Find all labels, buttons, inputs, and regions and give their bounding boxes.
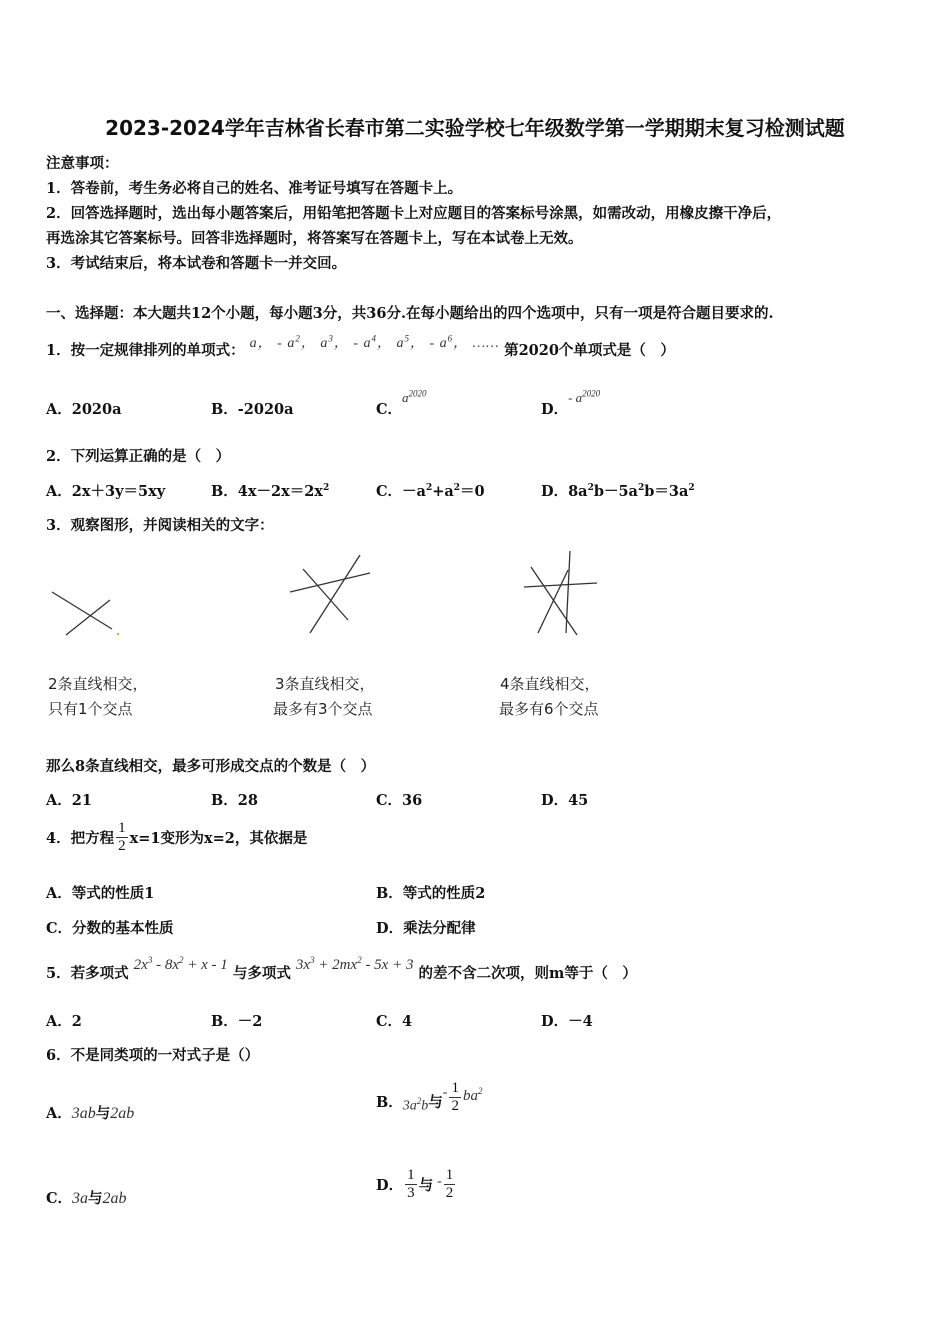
- question-4: 4．把方程 $\frac{1}{2}$ x=1变形为x=2，其依据是: [46, 820, 308, 854]
- question-1: [46, 333, 675, 360]
- question-3: 3．观察图形，并阅读相关的文字：: [46, 517, 274, 534]
- figure-caption: 2条直线相交，: [48, 675, 148, 693]
- figure-caption: 只有1个交点: [48, 700, 133, 718]
- notice-heading: 注意事项：: [46, 155, 119, 172]
- option-b[interactable]: B．28: [211, 792, 258, 809]
- fraction: $\frac{1}{2}$: [118, 820, 126, 854]
- option-d[interactable]: D．乘法分配律: [376, 920, 476, 937]
- option-a[interactable]: A．21: [46, 792, 92, 809]
- option-c[interactable]: C．$-a^2+a^2=0$: [376, 483, 485, 500]
- page-title: 2023-2024学年吉林省长春市第二实验学校七年级数学第一学期期末复习检测试题: [105, 116, 845, 140]
- option-b[interactable]: B．等式的性质2: [376, 885, 486, 902]
- figure-caption: 4条直线相交，: [500, 675, 600, 693]
- figure-three-lines: [290, 555, 370, 633]
- sequence: a， - $a^2$， $a^3$， - $a^4$， $a^5$， - $a^6$， ……: [249, 333, 500, 351]
- option-a[interactable]: A．2x＋3y＝5xy: [46, 483, 166, 500]
- option-c[interactable]: C．4: [376, 1013, 413, 1030]
- figure-four-lines: [524, 551, 597, 635]
- option-b[interactable]: B．－2: [211, 1013, 263, 1030]
- figure-two-lines: [52, 592, 119, 635]
- option-d[interactable]: D．$8a^2b-5a^2b=3a^2$: [541, 483, 695, 500]
- question-stem: 1．按一定规律排列的单项式：: [46, 342, 245, 359]
- option-a[interactable]: A．等式的性质1: [46, 885, 155, 902]
- section-heading: 一、选择题：本大题共12个小题，每小题3分，共36分.在每小题给出的四个选项中，只有一项是符合题目要求的.: [46, 305, 774, 322]
- question-6: 6．不是同类项的一对式子是（）: [46, 1047, 260, 1064]
- notice-item: 1．答卷前，考生务必将自己的姓名、准考证号填写在答题卡上。: [46, 180, 463, 197]
- option-d[interactable]: D．－4: [541, 1013, 593, 1030]
- option-b[interactable]: B．$4x-2x=2x^2$: [211, 483, 330, 500]
- option-d[interactable]: D．- $a^{2020}$: [541, 388, 601, 418]
- option-d[interactable]: D．45: [541, 792, 589, 809]
- question-2: 2．下列运算正确的是（ ）: [46, 448, 231, 465]
- option-d[interactable]: D． $\frac{1}{3}$ 与 - $\frac{1}{2}$: [376, 1166, 454, 1201]
- question-3-ask: 那么8条直线相交，最多可形成交点的个数是（ ）: [46, 758, 376, 775]
- option-a[interactable]: A．3ab与2ab: [46, 1105, 135, 1122]
- option-b[interactable]: B．-2020a: [211, 401, 294, 418]
- line-intersection-figures: [40, 545, 660, 655]
- option-b[interactable]: B． $3a^2b$ 与 - $\frac{1}{2}$ $ba^2$: [376, 1079, 483, 1114]
- option-c[interactable]: C．分数的基本性质: [46, 920, 174, 937]
- question-tail: 第2020个单项式是（ ）: [504, 342, 675, 359]
- notice-item: 2．回答选择题时，选出每小题答案后，用铅笔把答题卡上对应题目的答案标号涂黑，如需改动，用橡皮擦干净后，: [46, 205, 782, 222]
- figure-caption: 最多有3个交点: [273, 700, 373, 718]
- figure-caption: 3条直线相交，: [275, 675, 375, 693]
- figure-caption: 最多有6个交点: [499, 700, 599, 718]
- option-c[interactable]: C．$a^{2020}$: [376, 388, 427, 418]
- option-c[interactable]: C．3a与2ab: [46, 1190, 127, 1207]
- notice-item: 再选涂其它答案标号。回答非选择题时，将答案写在答题卡上，写在本试卷上无效。: [46, 230, 583, 247]
- option-a[interactable]: A．2: [46, 1013, 82, 1030]
- option-a[interactable]: A．2020a: [46, 401, 122, 418]
- option-c[interactable]: C．36: [376, 792, 423, 809]
- notice-item: 3．考试结束后，将本试卷和答题卡一并交回。: [46, 255, 347, 272]
- question-5: 5．若多项式 $2x^3 - 8x^2 + x - 1$ 与多项式 $3x^3 + 2mx^2 - 5x + 3$ 的差不含二次项，则m等于（ ）: [46, 955, 637, 982]
